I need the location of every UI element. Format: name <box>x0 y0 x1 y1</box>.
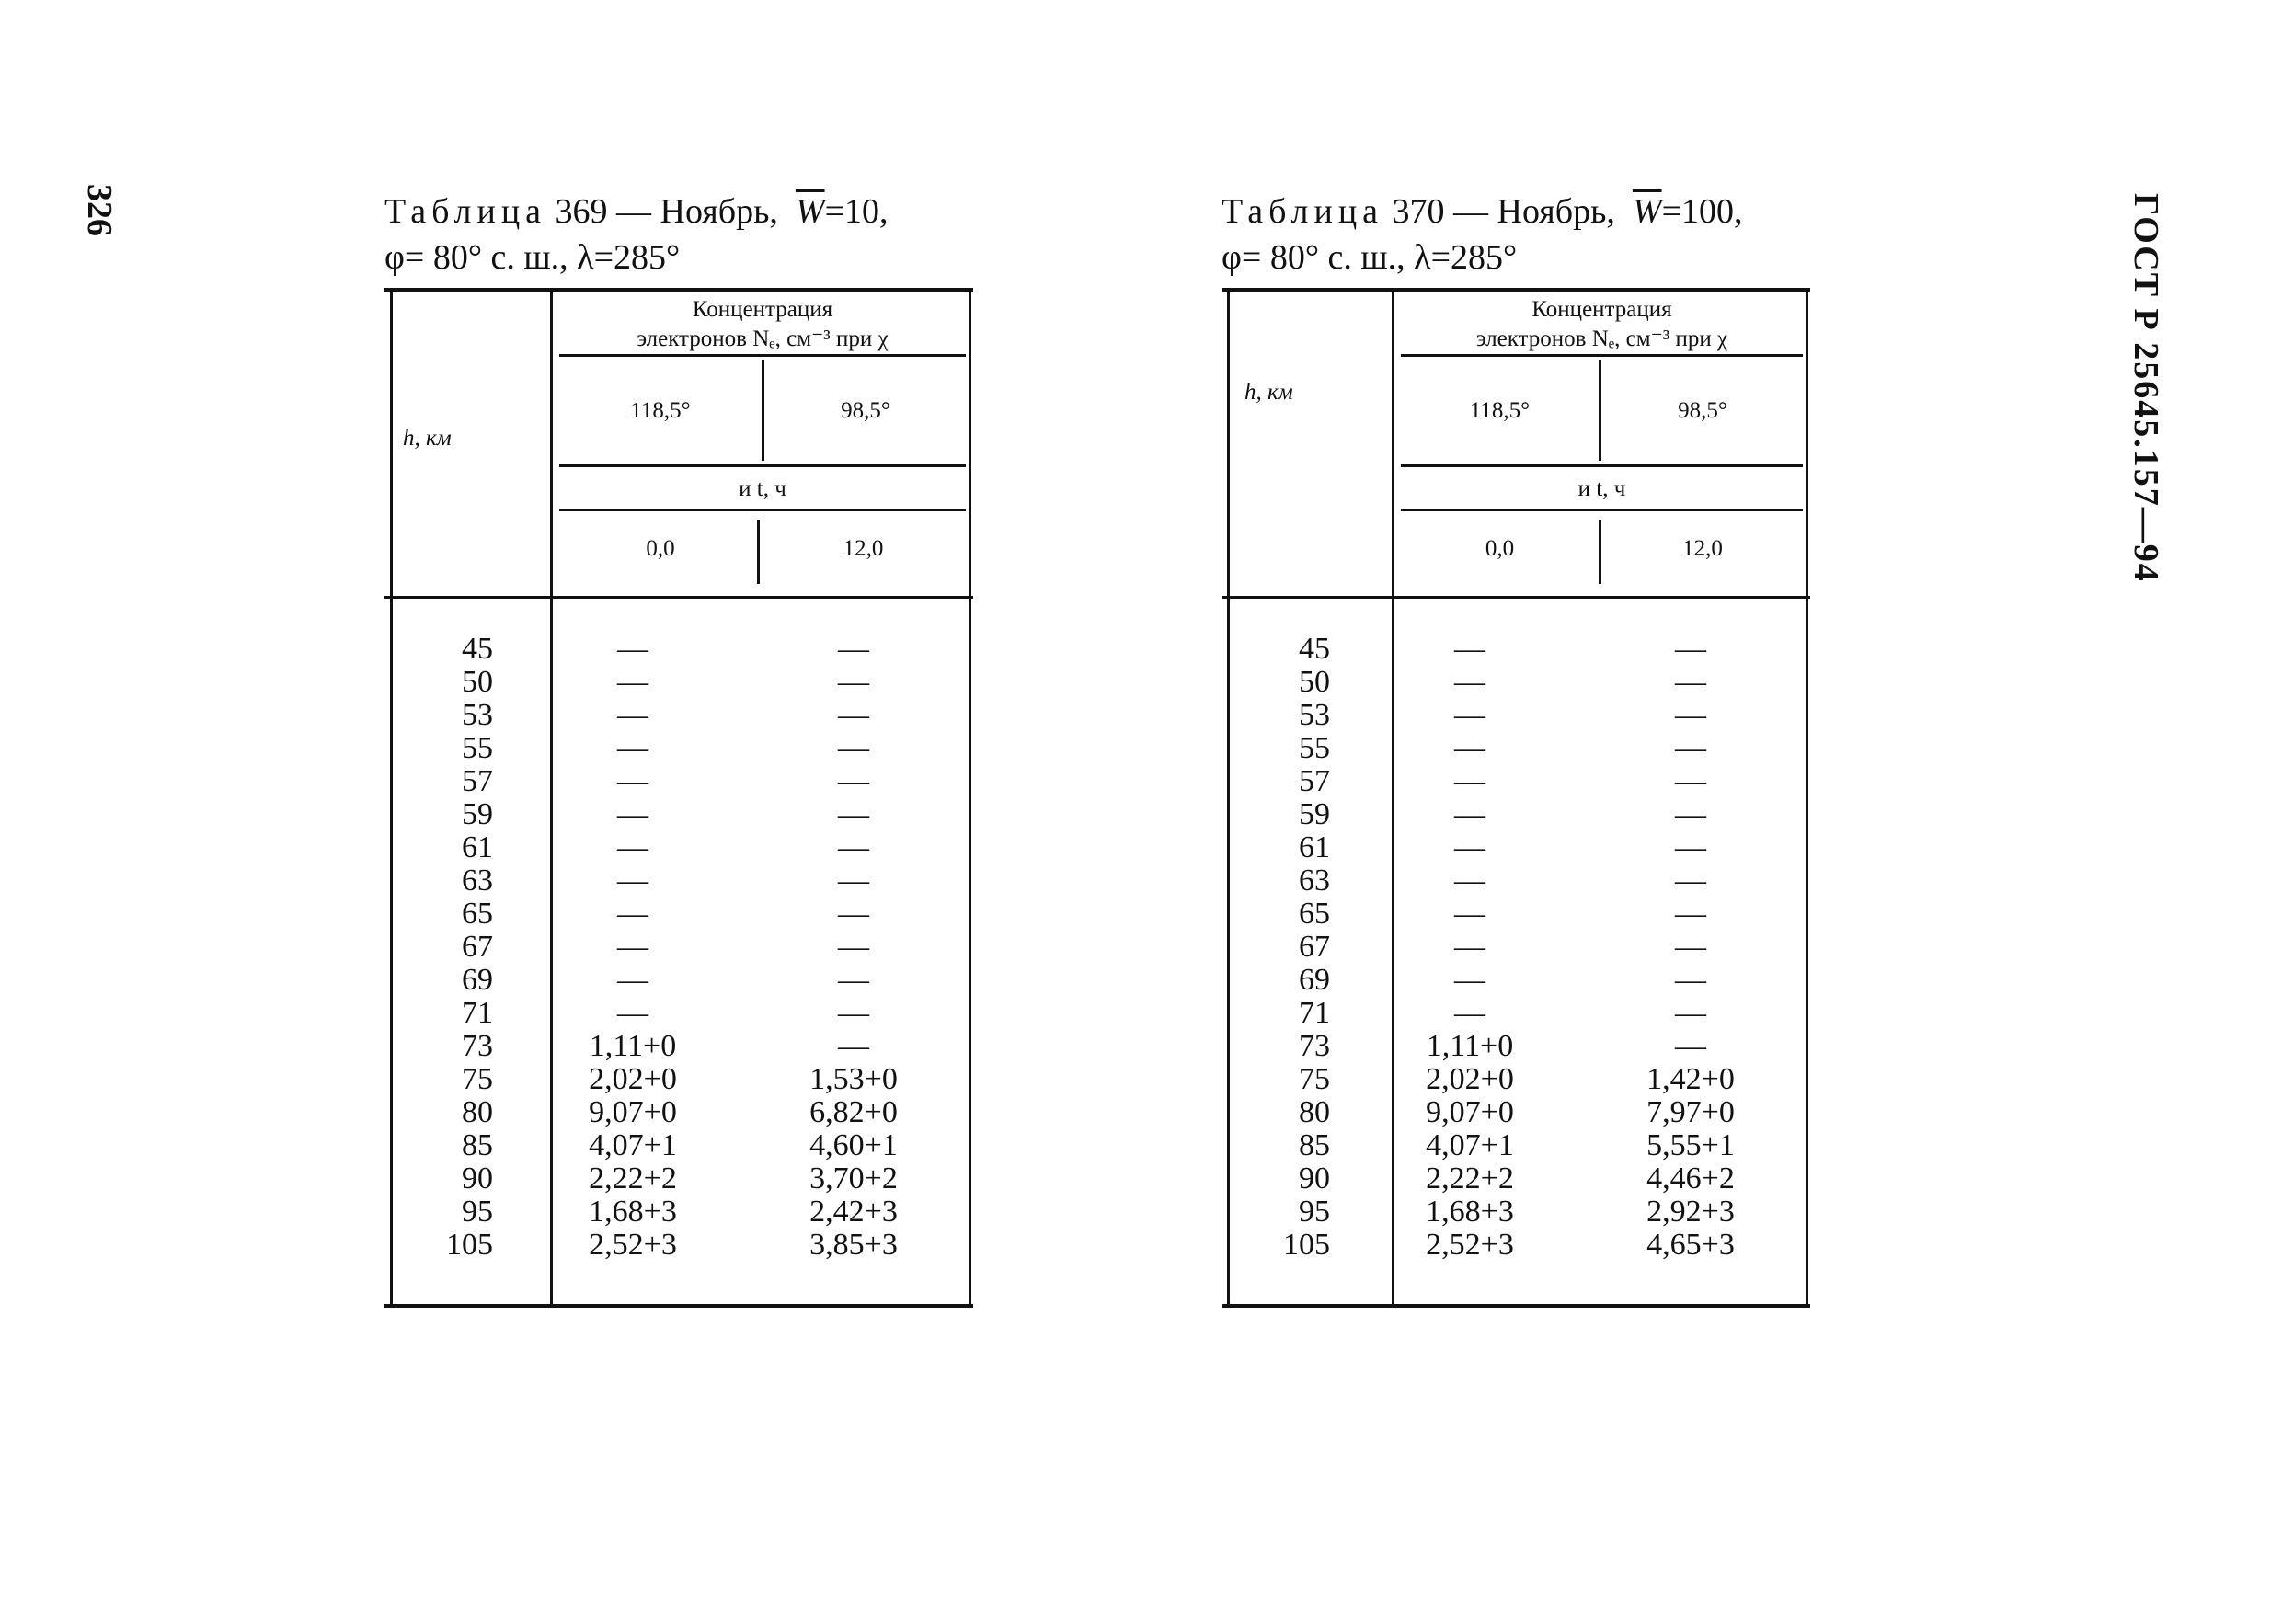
value-cell-col2: — <box>1675 632 1706 666</box>
value-cell-col1: — <box>617 632 648 666</box>
value-cell-col1: — <box>1454 830 1485 864</box>
header-t-label: и t, ч <box>1577 476 1626 501</box>
height-cell: 73 <box>462 1029 493 1063</box>
caption-month: — Ноябрь, <box>1453 192 1615 231</box>
header-chi-2: 98,5° <box>841 398 890 423</box>
table-row <box>384 1195 973 1229</box>
value-cell-col1: — <box>617 996 648 1030</box>
height-cell: 67 <box>462 930 493 964</box>
data-table <box>384 288 973 1310</box>
value-cell-col1: — <box>1454 665 1485 699</box>
page-number: 326 <box>80 184 119 236</box>
height-cell: 80 <box>1299 1095 1330 1129</box>
table-row <box>1222 1030 1810 1063</box>
value-cell-col1: 1,11+0 <box>1426 1029 1514 1063</box>
table-row <box>1222 898 1810 931</box>
caption-coordinates: φ= 80° с. ш., λ=285° <box>1222 238 1518 277</box>
table-row <box>384 1096 973 1129</box>
header-rule-chi <box>1401 464 1803 467</box>
table-row <box>384 997 973 1030</box>
height-cell: 55 <box>1299 731 1330 765</box>
header-h-label: h, км <box>1244 380 1293 405</box>
value-cell-col2: — <box>838 632 869 666</box>
value-cell-col1: — <box>617 830 648 864</box>
caption-month: — Ноябрь, <box>616 192 778 231</box>
caption-label: Таблица <box>1222 192 1384 231</box>
value-cell-col2: — <box>838 863 869 898</box>
value-cell-col2: 3,70+2 <box>809 1161 898 1195</box>
value-cell-col2: — <box>1675 863 1706 898</box>
height-cell: 85 <box>1299 1128 1330 1162</box>
header-chi-1: 118,5° <box>1469 398 1531 423</box>
value-cell-col2: 4,46+2 <box>1646 1161 1735 1195</box>
header-t-2: 12,0 <box>1682 536 1723 561</box>
height-cell: 95 <box>462 1195 493 1229</box>
value-cell-col1: — <box>617 731 648 765</box>
value-cell-col1: — <box>1454 863 1485 898</box>
value-cell-col2: — <box>1675 797 1706 831</box>
height-cell: 105 <box>446 1228 493 1262</box>
value-cell-col1: 2,22+2 <box>1426 1161 1514 1195</box>
height-cell: 65 <box>462 897 493 931</box>
value-cell-col1: 4,07+1 <box>1426 1128 1514 1162</box>
height-cell: 90 <box>1299 1161 1330 1195</box>
value-cell-col1: — <box>1454 731 1485 765</box>
table-370-block <box>1222 189 1810 1310</box>
caption-number: 370 <box>1392 192 1445 231</box>
table-row <box>1222 1096 1810 1129</box>
table-369-block <box>384 189 973 1310</box>
table-row <box>1222 997 1810 1030</box>
value-cell-col2: — <box>1675 996 1706 1030</box>
table-row <box>384 1129 973 1162</box>
height-cell: 59 <box>462 797 493 831</box>
value-cell-col2: — <box>1675 830 1706 864</box>
value-cell-col1: 2,52+3 <box>1426 1228 1514 1262</box>
table-row <box>1222 864 1810 898</box>
value-cell-col2: — <box>838 665 869 699</box>
value-cell-col1: 2,02+0 <box>1426 1062 1514 1096</box>
height-cell: 53 <box>462 698 493 732</box>
header-t-1: 0,0 <box>646 536 675 561</box>
table-row <box>384 699 973 732</box>
value-cell-col2: 2,42+3 <box>809 1195 898 1229</box>
table-top-rule <box>384 288 973 292</box>
height-cell: 69 <box>1299 963 1330 997</box>
header-rule-chi <box>559 464 966 467</box>
value-cell-col2: — <box>838 963 869 997</box>
height-cell: 73 <box>1299 1029 1330 1063</box>
table-row <box>1222 699 1810 732</box>
value-cell-col2: — <box>1675 665 1706 699</box>
height-cell: 45 <box>462 632 493 666</box>
table-row <box>1222 798 1810 831</box>
table-row <box>384 633 973 666</box>
value-cell-col1: 9,07+0 <box>1426 1095 1514 1129</box>
header-t-2: 12,0 <box>843 536 884 561</box>
value-cell-col1: — <box>617 797 648 831</box>
table-row <box>1222 1195 1810 1229</box>
value-cell-col1: — <box>1454 996 1485 1030</box>
table-row <box>1222 765 1810 798</box>
value-cell-col2: — <box>838 930 869 964</box>
table-row <box>1222 931 1810 964</box>
table-row <box>1222 1129 1810 1162</box>
table-row <box>384 964 973 997</box>
table-caption <box>384 189 973 280</box>
value-cell-col2: — <box>1675 930 1706 964</box>
value-cell-col1: — <box>617 963 648 997</box>
value-cell-col2: 2,92+3 <box>1646 1195 1735 1229</box>
table-bottom-rule <box>1222 1304 1810 1308</box>
value-cell-col1: — <box>1454 930 1485 964</box>
height-cell: 50 <box>462 665 493 699</box>
header-concentration-line1: Концентрация <box>1531 297 1672 322</box>
table-row <box>384 732 973 765</box>
value-cell-col1: 9,07+0 <box>589 1095 677 1129</box>
value-cell-col1: — <box>617 698 648 732</box>
table-body <box>384 633 973 1262</box>
value-cell-col2: 1,53+0 <box>809 1062 898 1096</box>
value-cell-col2: — <box>838 1029 869 1063</box>
table-row <box>384 831 973 864</box>
height-cell: 63 <box>462 863 493 898</box>
table-row <box>384 765 973 798</box>
value-cell-col2: — <box>838 897 869 931</box>
table-caption <box>1222 189 1810 280</box>
header-t-1: 0,0 <box>1485 536 1515 561</box>
value-cell-col1: — <box>1454 963 1485 997</box>
value-cell-col2: — <box>838 830 869 864</box>
value-cell-col1: — <box>1454 698 1485 732</box>
header-concentration-line1: Концентрация <box>692 297 833 322</box>
table-row <box>1222 633 1810 666</box>
header-chi-1: 118,5° <box>630 398 691 423</box>
header-t-label: и t, ч <box>739 476 786 501</box>
caption-w-value: =10, <box>824 192 889 231</box>
value-cell-col2: — <box>838 764 869 798</box>
value-cell-col1: — <box>1454 797 1485 831</box>
caption-w-symbol: $\overline{W}$ <box>1632 192 1662 231</box>
value-cell-col2: 3,85+3 <box>809 1228 898 1262</box>
table-row <box>1222 1229 1810 1262</box>
caption-number: 369 <box>555 192 608 231</box>
height-cell: 59 <box>1299 797 1330 831</box>
running-head: ГОСТ Р 25645.157—94 <box>2127 193 2165 583</box>
table-top-rule <box>1222 288 1810 292</box>
value-cell-col1: — <box>617 930 648 964</box>
table-row <box>1222 666 1810 699</box>
value-cell-col1: — <box>617 764 648 798</box>
table-row <box>384 1030 973 1063</box>
value-cell-col1: — <box>617 665 648 699</box>
height-cell: 53 <box>1299 698 1330 732</box>
value-cell-col2: 7,97+0 <box>1646 1095 1735 1129</box>
caption-label: Таблица <box>384 192 547 231</box>
height-cell: 57 <box>462 764 493 798</box>
height-cell: 105 <box>1283 1228 1330 1262</box>
header-concentration-line2: электронов Nₑ, см⁻³ при χ <box>637 326 889 351</box>
table-row <box>1222 1162 1810 1195</box>
value-cell-col2: — <box>1675 897 1706 931</box>
height-cell: 71 <box>462 996 493 1030</box>
height-cell: 80 <box>462 1095 493 1129</box>
table-row <box>384 898 973 931</box>
height-cell: 45 <box>1299 632 1330 666</box>
height-cell: 50 <box>1299 665 1330 699</box>
table-bottom-rule <box>384 1304 973 1308</box>
table-row <box>384 798 973 831</box>
value-cell-col2: — <box>838 797 869 831</box>
value-cell-col2: 1,42+0 <box>1646 1062 1735 1096</box>
table-row <box>1222 1063 1810 1096</box>
header-chi-2: 98,5° <box>1678 398 1727 423</box>
value-cell-col2: — <box>1675 764 1706 798</box>
table-row <box>384 666 973 699</box>
caption-coordinates: φ= 80° с. ш., λ=285° <box>384 238 681 277</box>
value-cell-col2: — <box>838 996 869 1030</box>
value-cell-col2: — <box>838 698 869 732</box>
value-cell-col2: — <box>1675 731 1706 765</box>
header-bottom-rule <box>1222 596 1810 599</box>
height-cell: 63 <box>1299 863 1330 898</box>
header-rule-concentration <box>1401 354 1803 357</box>
value-cell-col1: 2,22+2 <box>589 1161 677 1195</box>
table-row <box>384 1162 973 1195</box>
value-cell-col1: 1,68+3 <box>589 1195 677 1229</box>
table-row <box>384 864 973 898</box>
header-rule-t <box>1401 509 1803 511</box>
height-cell: 61 <box>462 830 493 864</box>
table-row <box>384 931 973 964</box>
value-cell-col1: 2,52+3 <box>589 1228 677 1262</box>
height-cell: 55 <box>462 731 493 765</box>
table-row <box>1222 732 1810 765</box>
value-cell-col1: 2,02+0 <box>589 1062 677 1096</box>
height-cell: 95 <box>1299 1195 1330 1229</box>
value-cell-col2: — <box>1675 963 1706 997</box>
data-table <box>1222 288 1810 1310</box>
height-cell: 75 <box>1299 1062 1330 1096</box>
value-cell-col1: — <box>1454 764 1485 798</box>
value-cell-col1: — <box>1454 897 1485 931</box>
table-row <box>384 1229 973 1262</box>
value-cell-col2: 4,60+1 <box>809 1128 898 1162</box>
value-cell-col2: — <box>1675 698 1706 732</box>
header-concentration-line2: электронов Nₑ, см⁻³ при χ <box>1475 326 1728 351</box>
value-cell-col1: 4,07+1 <box>589 1128 677 1162</box>
header-rule-t <box>559 509 966 511</box>
value-cell-col1: — <box>617 897 648 931</box>
header-rule-concentration <box>559 354 966 357</box>
table-row <box>1222 831 1810 864</box>
value-cell-col2: 6,82+0 <box>809 1095 898 1129</box>
height-cell: 69 <box>462 963 493 997</box>
value-cell-col2: — <box>1675 1029 1706 1063</box>
height-cell: 85 <box>462 1128 493 1162</box>
value-cell-col1: 1,11+0 <box>589 1029 677 1063</box>
caption-w-value: =100, <box>1661 192 1743 231</box>
value-cell-col1: 1,68+3 <box>1426 1195 1514 1229</box>
table-row <box>384 1063 973 1096</box>
height-cell: 75 <box>462 1062 493 1096</box>
height-cell: 90 <box>462 1161 493 1195</box>
caption-w-symbol: $\overline{W}$ <box>795 192 825 231</box>
value-cell-col2: 5,55+1 <box>1646 1128 1735 1162</box>
header-h-label: h, км <box>403 426 452 451</box>
height-cell: 61 <box>1299 830 1330 864</box>
header-bottom-rule <box>384 596 973 599</box>
height-cell: 65 <box>1299 897 1330 931</box>
value-cell-col1: — <box>1454 632 1485 666</box>
height-cell: 71 <box>1299 996 1330 1030</box>
height-cell: 57 <box>1299 764 1330 798</box>
value-cell-col2: — <box>838 731 869 765</box>
table-row <box>1222 964 1810 997</box>
value-cell-col1: — <box>617 863 648 898</box>
height-cell: 67 <box>1299 930 1330 964</box>
value-cell-col2: 4,65+3 <box>1646 1228 1735 1262</box>
table-body <box>1222 633 1810 1262</box>
